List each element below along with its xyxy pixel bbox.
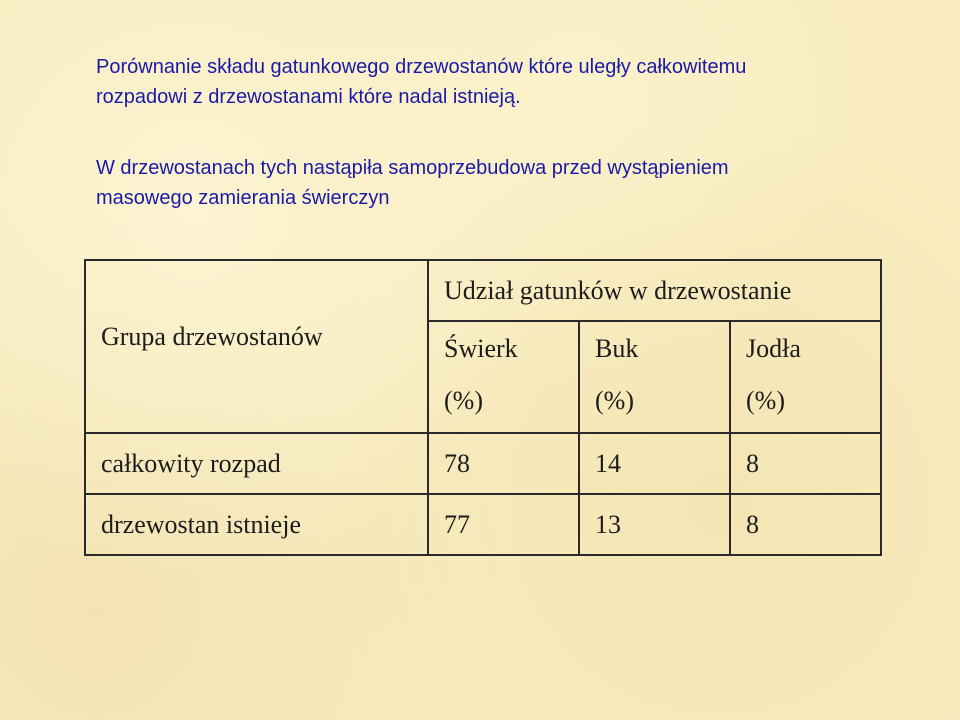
species-name: Świerk: [444, 334, 518, 363]
value-cell: 13: [579, 494, 730, 555]
value-cell: 8: [730, 433, 881, 494]
value-cell: 8: [730, 494, 881, 555]
species-name: Jodła: [746, 334, 801, 363]
value-cell: 14: [579, 433, 730, 494]
species-unit: (%): [746, 386, 785, 415]
group-header-cell: [85, 260, 428, 433]
intro-line: rozpadowi z drzewostanami które nadal istnieją.: [96, 86, 521, 108]
table-row: [85, 433, 881, 494]
intro-line: Porównanie składu gatunkowego drzewostanów które uległy całkowitemu: [96, 56, 747, 78]
species-name: Buk: [595, 334, 639, 363]
value-cell: 77: [428, 494, 579, 555]
group-cell: drzewostan istnieje: [85, 494, 428, 555]
group-header: Grupa drzewostanów: [101, 322, 323, 351]
species-share-table: [84, 259, 882, 556]
note-line: masowego zamierania świerczyn: [96, 187, 390, 209]
species-header-cell: [730, 321, 881, 433]
species-header-cell: [428, 321, 579, 433]
species-header-cell: [579, 321, 730, 433]
group-cell: całkowity rozpad: [85, 433, 428, 494]
intro-paragraph: [96, 52, 896, 112]
note-line: W drzewostanach tych nastąpiła samoprzebudowa przed wystąpieniem: [96, 157, 729, 179]
share-header-cell: [428, 260, 881, 321]
table-header-row: [85, 260, 881, 321]
note-paragraph: [96, 153, 896, 213]
share-header: Udział gatunków w drzewostanie: [444, 275, 792, 305]
table-row: [85, 494, 881, 555]
value-cell: 78: [428, 433, 579, 494]
species-unit: (%): [444, 386, 483, 415]
species-unit: (%): [595, 386, 634, 415]
